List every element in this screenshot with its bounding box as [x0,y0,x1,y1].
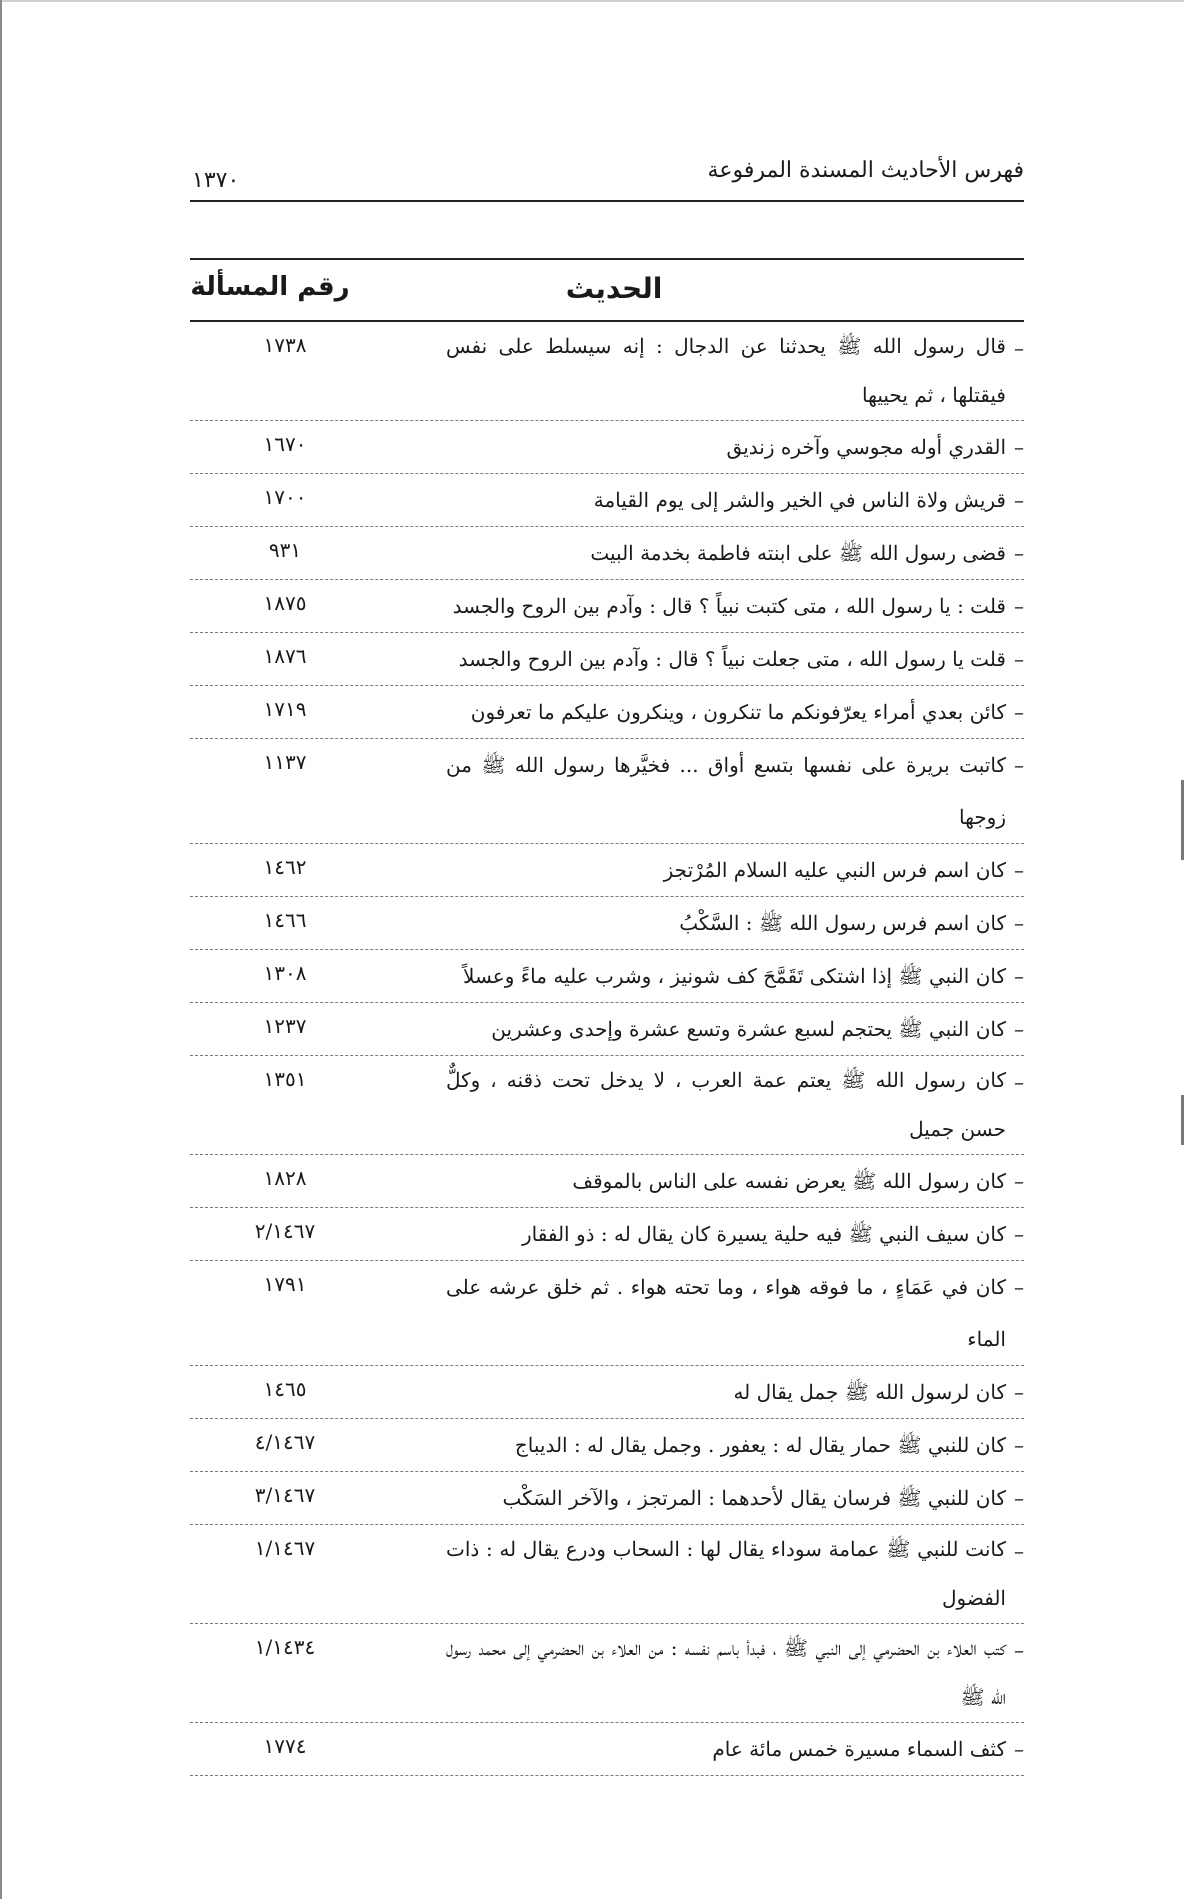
list-dash: – [1014,858,1024,882]
list-dash: – [1014,1539,1024,1563]
issue-number: ١/١٤٣٤ [254,1635,316,1659]
hadith-text: قلت يا رسول الله ، متى جعلت نبياً ؟ قال : وآدم بين الروح والجسد [458,647,1006,671]
list-dash: – [1014,1275,1024,1299]
list-dash: – [1014,488,1024,512]
hadith-text: كان النبي ﷺ إذا اشتكى تَقَمَّحَ كف شونيز ، وشرب عليه ماءً وعسلاً [463,964,1006,988]
list-dash: – [1014,964,1024,988]
table-header [190,260,1024,322]
issue-number: ٣/١٤٦٧ [254,1483,316,1507]
hadith-text: القدري أوله مجوسي وآخره زنديق [726,435,1006,459]
table-row [190,1003,1024,1056]
list-dash: – [1014,1737,1024,1761]
table-row [190,897,1024,950]
page-number: ١٣٧٠ [192,168,240,193]
issue-number: ١٤٦٢ [263,855,307,879]
issue-number: ١٤٦٥ [263,1377,307,1401]
table-row [190,527,1024,580]
list-dash: – [1014,336,1024,360]
hadith-text: كان للنبي ﷺ فرسان يقال لأحدهما : المرتجز ، والآخر السَكْب [502,1486,1006,1510]
table-row [190,844,1024,897]
issue-number: ١١٣٧ [263,750,307,774]
table-row [190,1419,1024,1472]
list-dash: – [1014,911,1024,935]
table-row [190,739,1024,844]
running-title: فهرس الأحاديث المسندة المرفوعة [707,158,1024,183]
hadith-text: كان في عَمَاءٍ ، ما فوقه هواء ، وما تحته هواء . ثم خلق عرشه على الماء [446,1275,1006,1351]
table-row [190,1056,1024,1155]
page-header [190,158,1024,202]
issue-number: ١٨٧٥ [263,591,307,615]
table-body [190,322,1024,1776]
table-row [190,322,1024,421]
list-dash: – [1014,1486,1024,1510]
list-dash: – [1014,1638,1024,1662]
issue-number: ١/١٤٦٧ [254,1536,316,1560]
hadith-text: كثف السماء مسيرة خمس مائة عام [712,1737,1006,1761]
column-header-number: رقم المسألة [190,272,350,302]
hadith-text: كان رسول الله ﷺ يعتم عمة العرب ، لا يدخل تحت ذقنه ، وكلٌّ حسن جميل [446,1068,1006,1141]
issue-number: ١٨٢٨ [263,1166,307,1190]
issue-number: ١٦٧٠ [263,432,307,456]
list-dash: – [1014,1169,1024,1193]
table-row [190,950,1024,1003]
hadith-text: كتب العلاء بن الحضرمي إلى النبي ﷺ ، فبدأ باسم نفسه : من العلاء بن الحضرمي إلى محمد رسول الله ﷺ [446,1636,1006,1709]
table-row [190,1624,1024,1723]
issue-number: ١٣٥١ [263,1067,307,1091]
hadith-text: كان النبي ﷺ يحتجم لسبع عشرة وتسع عشرة وإحدى وعشرين [491,1017,1006,1041]
issue-number: ١٧٣٨ [263,333,307,357]
hadith-text: كاتبت بريرة على نفسها بتسع أواق ... فخيَّرها رسول الله ﷺ من زوجها [446,753,1006,829]
list-dash: – [1014,700,1024,724]
table-row [190,580,1024,633]
table-row [190,1472,1024,1525]
list-dash: – [1014,541,1024,565]
hadith-text: كان سيف النبي ﷺ فيه حلية يسيرة كان يقال له : ذو الفقار [521,1222,1006,1246]
table-row [190,1366,1024,1419]
hadith-text: كان لرسول الله ﷺ جمل يقال له [733,1380,1006,1404]
hadith-text: كان اسم فرس رسول الله ﷺ : السَّكْبُ [679,911,1006,935]
issue-number: ١٢٣٧ [263,1014,307,1038]
issue-number: ٢/١٤٦٧ [254,1219,316,1243]
issue-number: ١٧١٩ [263,697,307,721]
hadith-text: كان للنبي ﷺ حمار يقال له : يعفور . وجمل يقال له : الديباج [514,1433,1006,1457]
table-row [190,1261,1024,1366]
issue-number: ١٧٩١ [263,1272,307,1296]
issue-number: ١٤٦٦ [263,908,307,932]
list-dash: – [1014,1433,1024,1457]
issue-number: ٤/١٤٦٧ [254,1430,316,1454]
list-dash: – [1014,435,1024,459]
hadith-text: قلت : يا رسول الله ، متى كتبت نبياً ؟ قال : وآدم بين الروح والجسد [452,594,1006,618]
hadith-text: كائن بعدي أمراء يعرّفونكم ما تنكرون ، وينكرون عليكم ما تعرفون [470,700,1006,724]
table-row [190,474,1024,527]
hadith-text: كان رسول الله ﷺ يعرض نفسه على الناس بالموقف [572,1169,1006,1193]
hadith-text: قال رسول الله ﷺ يحدثنا عن الدجال : إنه سيسلط على نفس فيقتلها ، ثم يحييها [446,334,1006,407]
table-row [190,1525,1024,1624]
scan-border [0,0,2,1899]
table-row [190,421,1024,474]
hadith-text: كانت للنبي ﷺ عمامة سوداء يقال لها : السحاب ودرع يقال له : ذات الفضول [446,1537,1006,1610]
column-header-hadith: الحديث [565,272,663,305]
issue-number: ١٣٠٨ [263,961,307,985]
table-row [190,1155,1024,1208]
issue-number: ١٧٠٠ [263,485,307,509]
table-row [190,633,1024,686]
list-dash: – [1014,1070,1024,1094]
hadith-text: قضى رسول الله ﷺ على ابنته فاطمة بخدمة البيت [590,541,1006,565]
page-top-edge [0,0,1184,2]
table-row [190,686,1024,739]
list-dash: – [1014,753,1024,777]
hadith-index-table [190,258,1024,1776]
table-row [190,1723,1024,1776]
list-dash: – [1014,594,1024,618]
list-dash: – [1014,1017,1024,1041]
hadith-text: كان اسم فرس النبي عليه السلام المُرْتجز [663,858,1006,882]
list-dash: – [1014,647,1024,671]
issue-number: ١٨٧٦ [263,644,307,668]
list-dash: – [1014,1222,1024,1246]
list-dash: – [1014,1380,1024,1404]
issue-number: ١٧٧٤ [263,1734,307,1758]
issue-number: ٩٣١ [268,538,302,562]
hadith-text: قريش ولاة الناس في الخير والشر إلى يوم القيامة [593,488,1006,512]
table-row [190,1208,1024,1261]
